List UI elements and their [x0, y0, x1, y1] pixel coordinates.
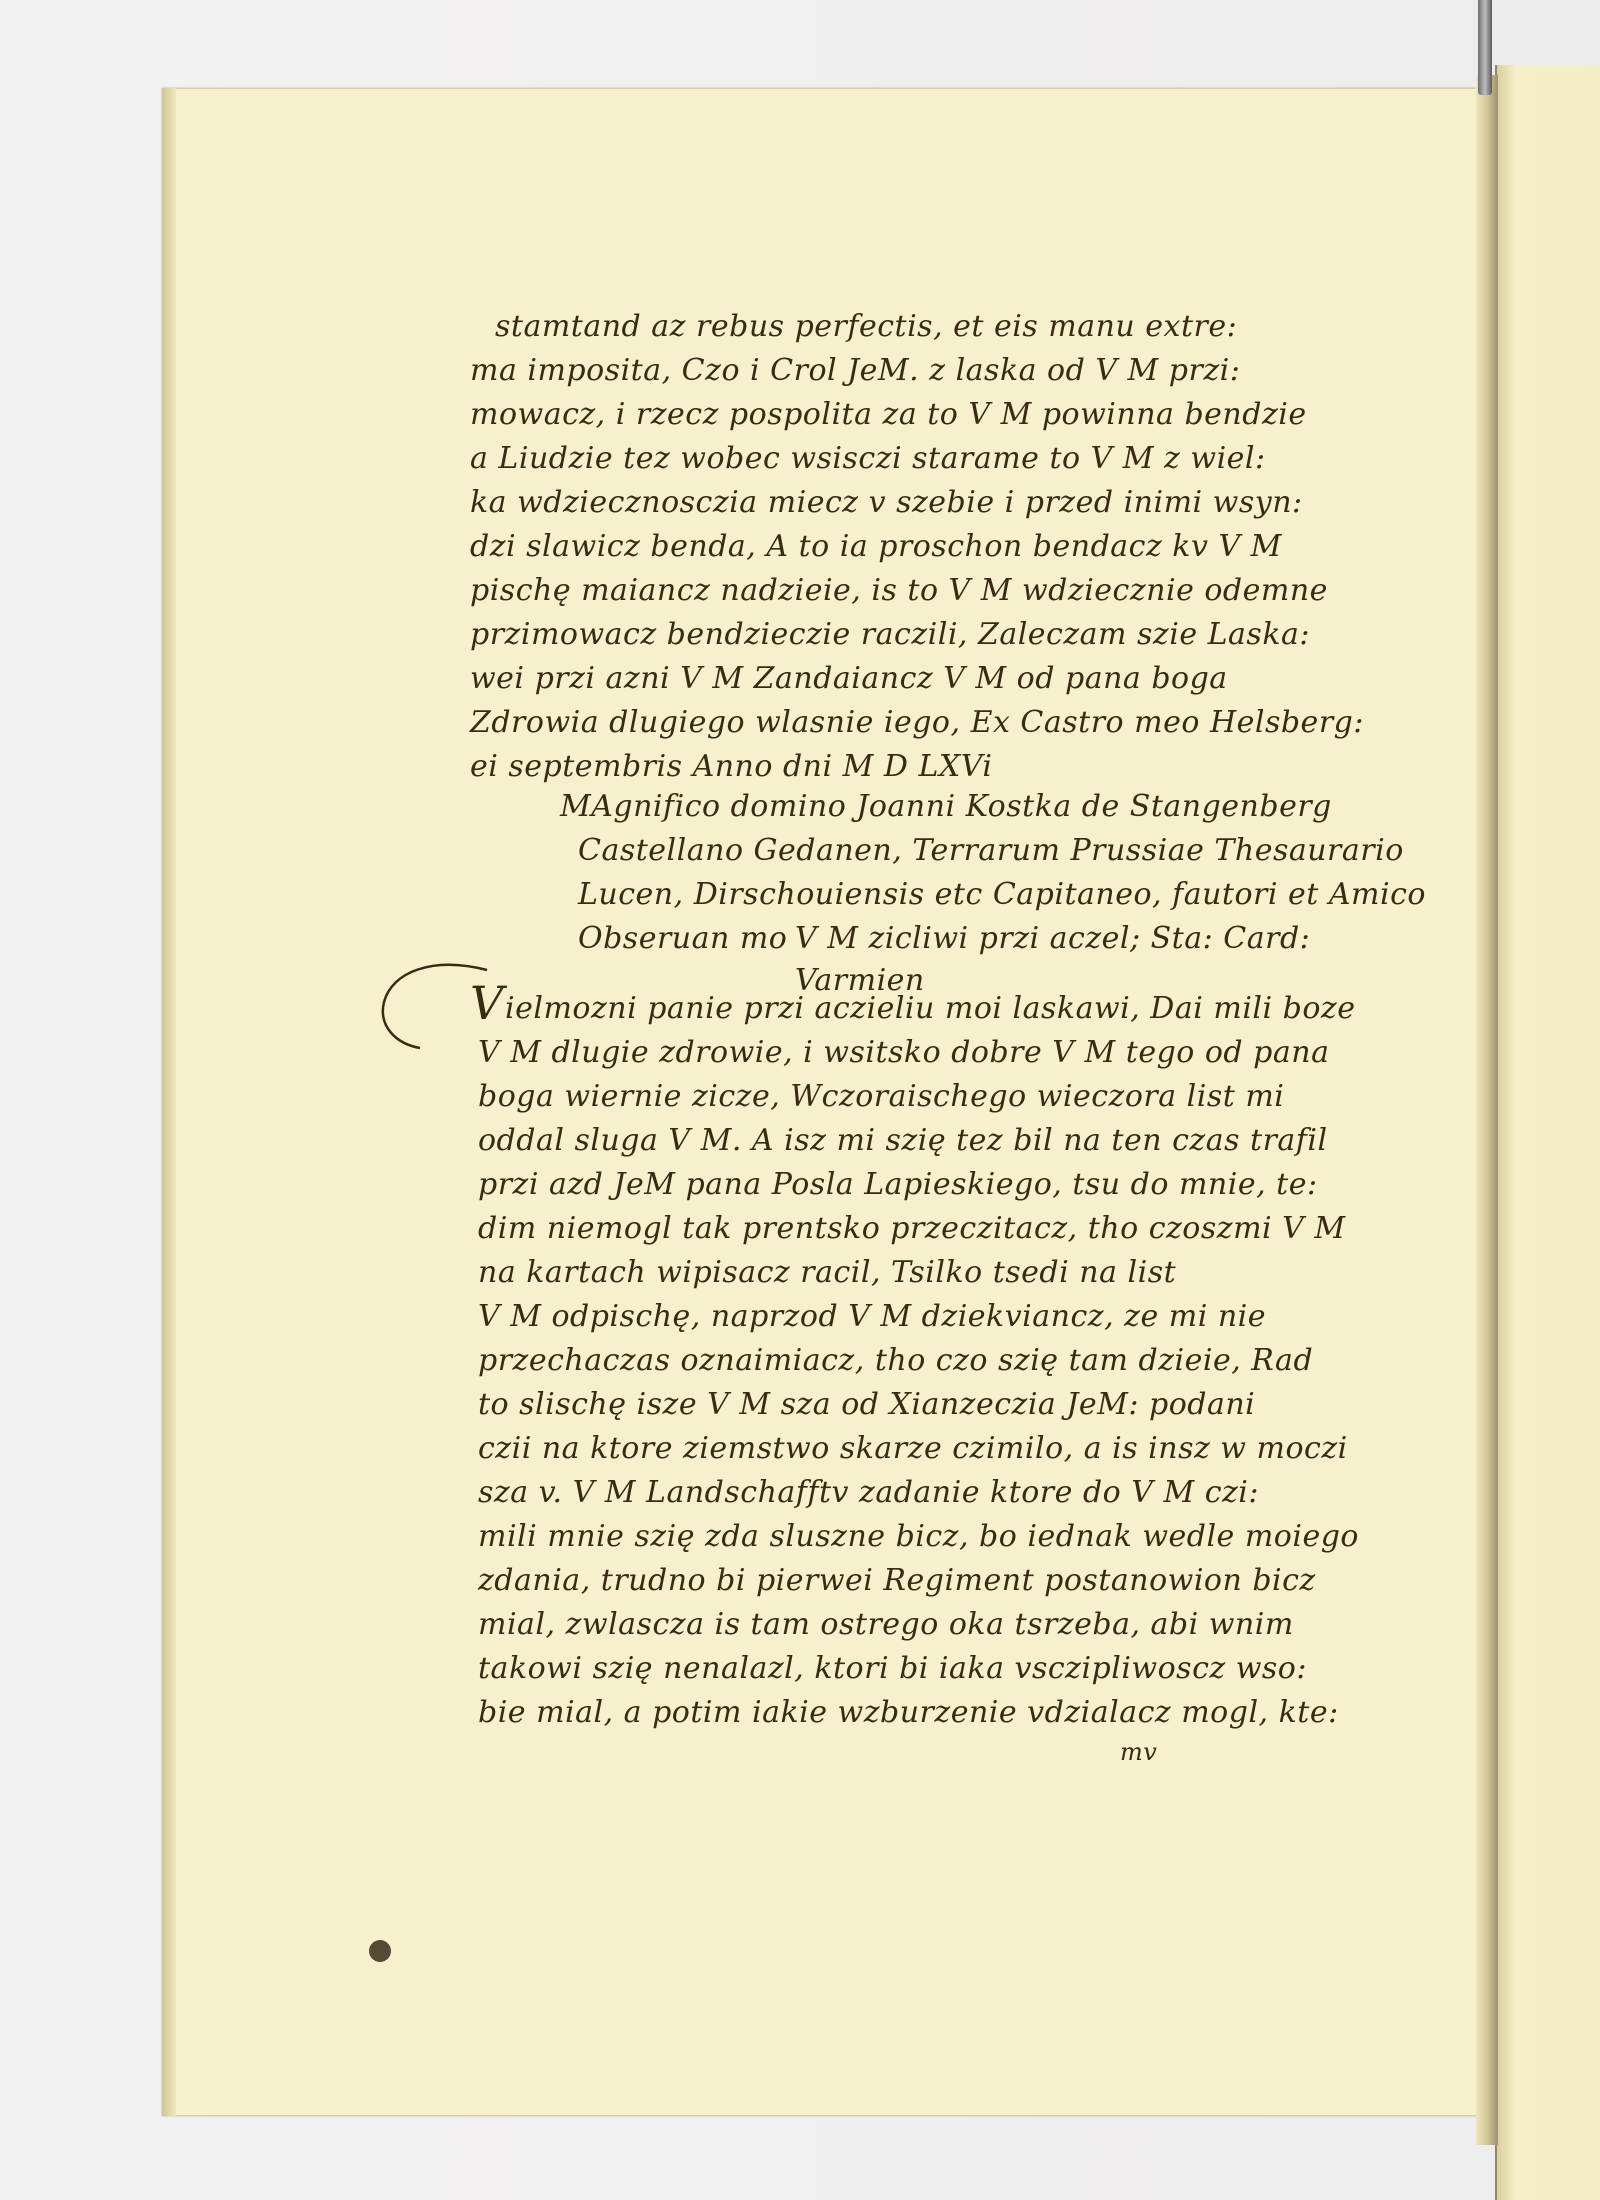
binding-gutter	[1476, 75, 1498, 2145]
address-line: Obseruan mo	[578, 921, 788, 956]
text-line: mili mnie szię zda sluszne bicz, bo iednak wedle moiego	[478, 1519, 1359, 1554]
text-line: przechaczas oznaimiacz, tho czo szię tam dzieie, Rad	[478, 1343, 1314, 1378]
text-line: pischę maiancz nadzieie, is to V M wdziecznie odemne	[470, 573, 1328, 608]
text-line: takowi szię nenalazl, ktori bi iaka vsczipliwoscz wso:	[478, 1651, 1307, 1686]
text-line: oddal sluga V M. A isz mi szię tez bil na ten czas trafil	[478, 1123, 1328, 1158]
text-line: stamtand az rebus perfectis, et eis manu extre:	[495, 309, 1238, 344]
text-line: to slischę isze V M sza od Xianzeczia JeM: podani	[478, 1387, 1256, 1422]
text-line: V M dlugie zdrowie, i wsitsko dobre V M tego od pana	[478, 1035, 1330, 1070]
page-left-edge	[162, 88, 176, 2116]
text-line: mial, zwlascza is tam ostrego oka tsrzeba, abi wnim	[478, 1607, 1294, 1642]
text-line: boga wiernie zicze, Wczoraischego wieczora list mi	[478, 1079, 1285, 1114]
text-line: Zdrowia dlugiego wlasnie iego, Ex Castro meo Helsberg:	[470, 705, 1364, 740]
decorated-initial: V	[470, 976, 504, 1030]
text-line: przi azd JeM pana Posla Lapieskiego, tsu do mnie, te:	[478, 1167, 1318, 1202]
text-line: na kartach wipisacz racil, Tsilko tsedi na list	[478, 1255, 1177, 1290]
text-line: wei przi azni V M Zandaiancz V M od pana boga	[470, 661, 1228, 696]
facing-page-edge	[1495, 65, 1600, 2200]
address-line: Lucen, Dirschouiensis etc Capitaneo, fautori et Amico	[578, 877, 1426, 912]
text-line: ma imposita, Czo i Crol JeM. z laska od V M przi:	[470, 353, 1241, 388]
text-line: zdania, trudno bi pierwei Regiment postanowion bicz	[478, 1563, 1316, 1598]
text-line: ka wdziecznosczia miecz v szebie i przed inimi wsyn:	[470, 485, 1303, 520]
text-line: V M odpischę, naprzod V M dziekviancz, ze mi nie	[478, 1299, 1266, 1334]
signature-line: Varmien	[795, 963, 925, 998]
ink-stain	[369, 1940, 391, 1962]
text-line: dzi slawicz benda, A to ia proschon bendacz kv V M	[470, 529, 1282, 564]
address-line: Castellano Gedanen, Terrarum Prussiae Thesaurario	[578, 833, 1404, 868]
text-line: mowacz, i rzecz pospolita za to V M powinna bendzie	[470, 397, 1307, 432]
catchword: mv	[1120, 1738, 1158, 1766]
text-line: ei septembris Anno dni M D LXVi	[470, 749, 993, 784]
text-line: czii na ktore ziemstwo skarze czimilo, a is insz w moczi	[478, 1431, 1348, 1466]
text-line: przimowacz bendzieczie raczili, Zaleczam szie Laska:	[470, 617, 1310, 652]
scanner-clip	[1478, 0, 1492, 95]
text-line: ielmozni panie przi aczieliu moi laskawi, Dai mili boze	[505, 991, 1356, 1026]
signature-line: V M zicliwi przi aczel; Sta: Card:	[795, 921, 1311, 956]
text-line: bie mial, a potim iakie wzburzenie vdzialacz mogl, kte:	[478, 1695, 1339, 1730]
address-line: MAgnifico domino Joanni Kostka de Stangenberg	[560, 789, 1332, 824]
text-line: dim niemogl tak prentsko przeczitacz, tho czoszmi V M	[478, 1211, 1346, 1246]
text-line: sza v. V M Landschafftv zadanie ktore do V M czi:	[478, 1475, 1260, 1510]
text-line: a Liudzie tez wobec wsisczi starame to V M z wiel:	[470, 441, 1266, 476]
